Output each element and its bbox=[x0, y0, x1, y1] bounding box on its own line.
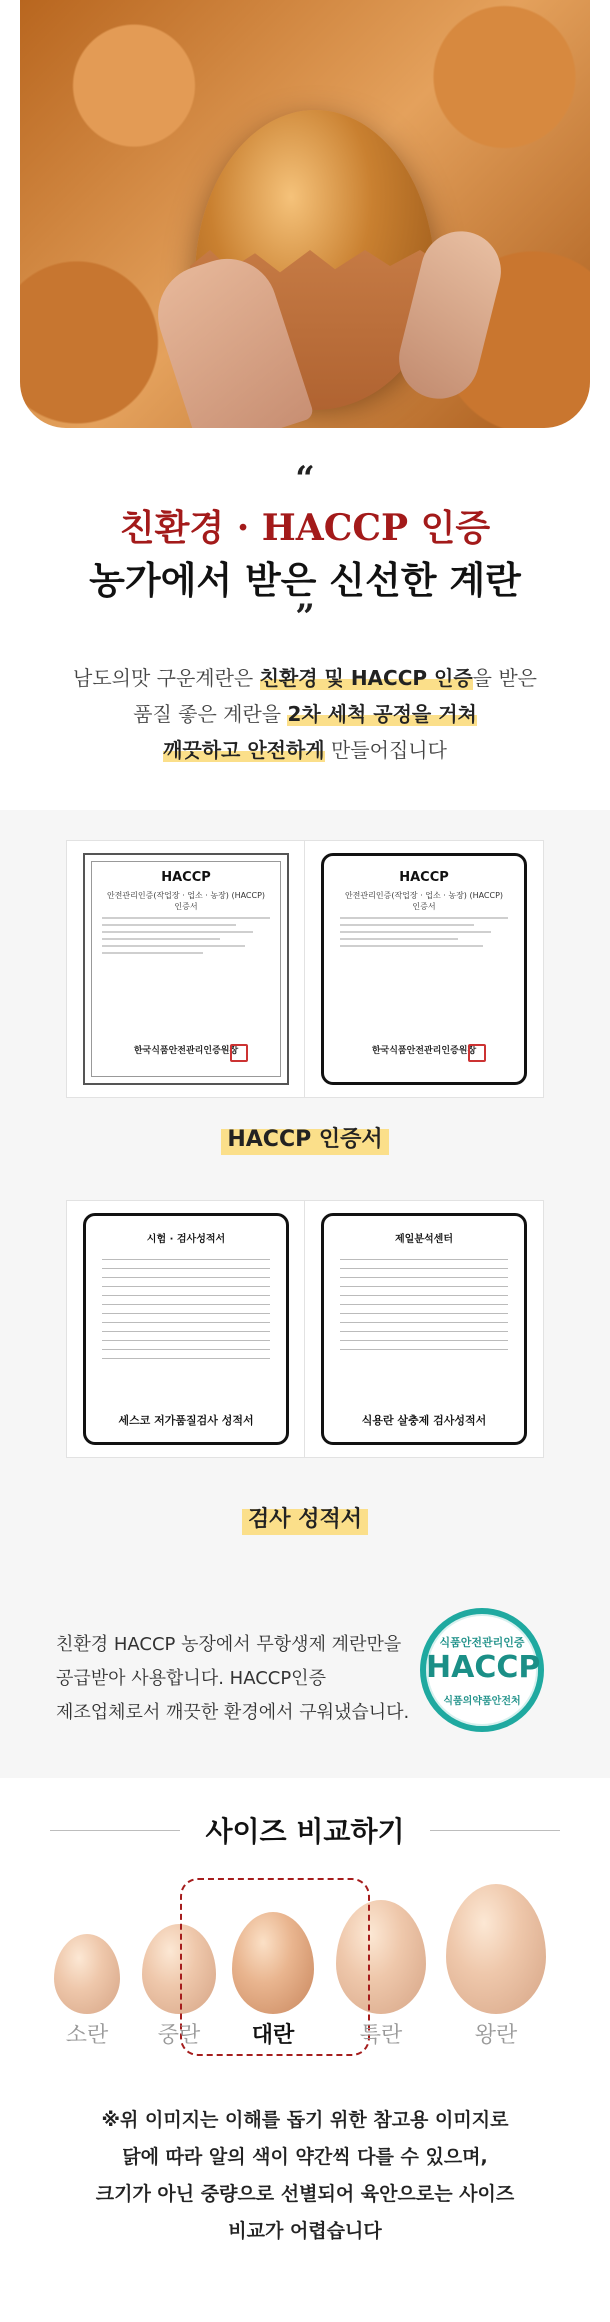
size-label-small: 소란 bbox=[65, 2023, 109, 2048]
label-text: 검사 성적서 bbox=[242, 1500, 368, 1535]
title-certification bbox=[0, 500, 610, 551]
table-row bbox=[102, 1269, 270, 1278]
report-document bbox=[321, 1213, 527, 1445]
badge-bottom-text: 식품의약품안전처 bbox=[443, 1696, 521, 1707]
size-comparison-title: 사이즈 비교하기 bbox=[205, 1815, 405, 1848]
certificate-document bbox=[83, 853, 289, 1085]
table-row bbox=[340, 1323, 508, 1332]
test-report-2 bbox=[304, 1200, 544, 1458]
table-row bbox=[102, 1341, 270, 1350]
table-row bbox=[102, 1296, 270, 1305]
hero-egg-image bbox=[20, 0, 590, 428]
report-table bbox=[102, 1251, 270, 1359]
desc-text: 을 받은 bbox=[472, 666, 537, 690]
disclaimer-line: ※위 이미지는 이해를 돕기 위한 참고용 이미지로 bbox=[101, 2109, 509, 2131]
size-comparison-header bbox=[0, 1810, 610, 1850]
certificate-issuer: 한국식품안전관리인증원장 bbox=[371, 1046, 477, 1056]
size-label-medium: 중란 bbox=[157, 2023, 201, 2048]
table-row bbox=[340, 1314, 508, 1323]
table-row bbox=[340, 1260, 508, 1269]
disclaimer-line: 비교가 어렵습니다 bbox=[228, 2220, 382, 2242]
report-document bbox=[83, 1213, 289, 1445]
egg-small bbox=[54, 1934, 120, 2014]
test-report-1 bbox=[66, 1200, 306, 1458]
disclaimer-line: 크기가 아닌 중량으로 선별되어 육안으로는 사이즈 bbox=[95, 2183, 515, 2205]
haccp-certificate-label bbox=[0, 1120, 610, 1155]
table-row bbox=[102, 1323, 270, 1332]
size-disclaimer bbox=[0, 2102, 610, 2250]
seal-icon bbox=[230, 1044, 248, 1062]
haccp-desc-line: 제조업체로서 깨끗한 환경에서 구워냈습니다. bbox=[56, 1702, 410, 1723]
certificate-border bbox=[91, 861, 281, 1077]
table-row bbox=[340, 1269, 508, 1278]
desc-highlight: 깨끗하고 안전하게 bbox=[163, 738, 325, 762]
report-caption: 식용란 살충제 검사성적서 bbox=[361, 1414, 487, 1427]
divider bbox=[50, 1830, 180, 1831]
desc-highlight: 2차 세척 공정을 거쳐 bbox=[287, 702, 477, 726]
title-fresh-eggs: 농가에서 받은 신선한 계란 bbox=[89, 558, 521, 602]
size-label-jumbo: 왕란 bbox=[474, 2023, 518, 2048]
intro-description bbox=[0, 660, 610, 768]
table-row bbox=[340, 1332, 508, 1341]
table-row bbox=[102, 1260, 270, 1269]
haccp-desc-line: 친환경 HACCP 농장에서 무항생제 계란만을 bbox=[56, 1634, 402, 1655]
egg-jumbo bbox=[446, 1884, 546, 2014]
close-quote: ” bbox=[295, 597, 315, 637]
badge-mid-text: HACCP bbox=[426, 1650, 541, 1685]
table-row bbox=[340, 1341, 508, 1350]
certificate-document bbox=[321, 853, 527, 1085]
seal-icon bbox=[468, 1044, 486, 1062]
table-row bbox=[102, 1314, 270, 1323]
table-row bbox=[340, 1251, 508, 1260]
divider bbox=[102, 945, 245, 947]
report-title: 시험 · 검사성적서 bbox=[146, 1234, 226, 1245]
table-row bbox=[102, 1251, 270, 1260]
haccp-desc-line: 공급받아 사용합니다. HACCP인증 bbox=[56, 1668, 326, 1689]
certificate-subtitle: 안전관리인증(작업장 · 업소 · 농장) (HACCP) 인증서 bbox=[106, 891, 266, 911]
table-row bbox=[102, 1287, 270, 1296]
divider bbox=[102, 931, 253, 933]
haccp-badge-icon bbox=[420, 1608, 544, 1732]
divider bbox=[102, 917, 270, 919]
size-label-extra-large: 특란 bbox=[359, 2023, 403, 2048]
open-quote: “ bbox=[295, 459, 315, 499]
divider bbox=[340, 917, 508, 919]
title-red-text: 친환경 · HACCP 인증 bbox=[119, 507, 491, 549]
disclaimer-line: 닭에 따라 알의 색이 약간씩 다를 수 있으며, bbox=[122, 2146, 488, 2168]
report-title: 제일분석센터 bbox=[395, 1234, 453, 1245]
divider bbox=[340, 945, 483, 947]
label-text: HACCP 인증서 bbox=[221, 1120, 388, 1155]
certificate-subtitle: 안전관리인증(작업장 · 업소 · 농장) (HACCP) 인증서 bbox=[344, 891, 504, 911]
divider bbox=[102, 924, 236, 926]
report-caption: 세스코 저가품질검사 성적서 bbox=[118, 1414, 254, 1427]
table-row bbox=[102, 1278, 270, 1287]
table-row bbox=[340, 1287, 508, 1296]
table-row bbox=[340, 1278, 508, 1287]
test-report-label bbox=[0, 1500, 610, 1535]
desc-text: 품질 좋은 계란을 bbox=[133, 702, 288, 726]
report-border bbox=[92, 1222, 280, 1436]
certificate-issuer: 한국식품안전관리인증원장 bbox=[133, 1046, 239, 1056]
certificate-border bbox=[330, 862, 518, 1076]
table-row bbox=[340, 1296, 508, 1305]
table-row bbox=[102, 1332, 270, 1341]
size-label-large: 대란 bbox=[251, 2023, 295, 2048]
certificate-title: HACCP bbox=[161, 870, 211, 885]
haccp-certificate-2 bbox=[304, 840, 544, 1098]
table-row bbox=[340, 1305, 508, 1314]
divider bbox=[102, 952, 203, 954]
haccp-description bbox=[56, 1628, 436, 1730]
report-border bbox=[330, 1222, 518, 1436]
report-table bbox=[340, 1251, 508, 1350]
divider bbox=[340, 924, 474, 926]
badge-top-text: 식품안전관리인증 bbox=[439, 1636, 525, 1649]
desc-highlight: 친환경 및 HACCP 인증 bbox=[259, 666, 473, 690]
certificate-title: HACCP bbox=[399, 870, 449, 885]
desc-text: 만들어집니다 bbox=[324, 738, 447, 762]
divider bbox=[340, 931, 491, 933]
divider bbox=[430, 1830, 560, 1831]
haccp-certificate-1 bbox=[66, 840, 306, 1098]
table-row bbox=[102, 1350, 270, 1359]
divider bbox=[340, 938, 458, 940]
desc-text: 남도의맛 구운계란은 bbox=[73, 666, 260, 690]
table-row bbox=[102, 1305, 270, 1314]
divider bbox=[102, 938, 220, 940]
